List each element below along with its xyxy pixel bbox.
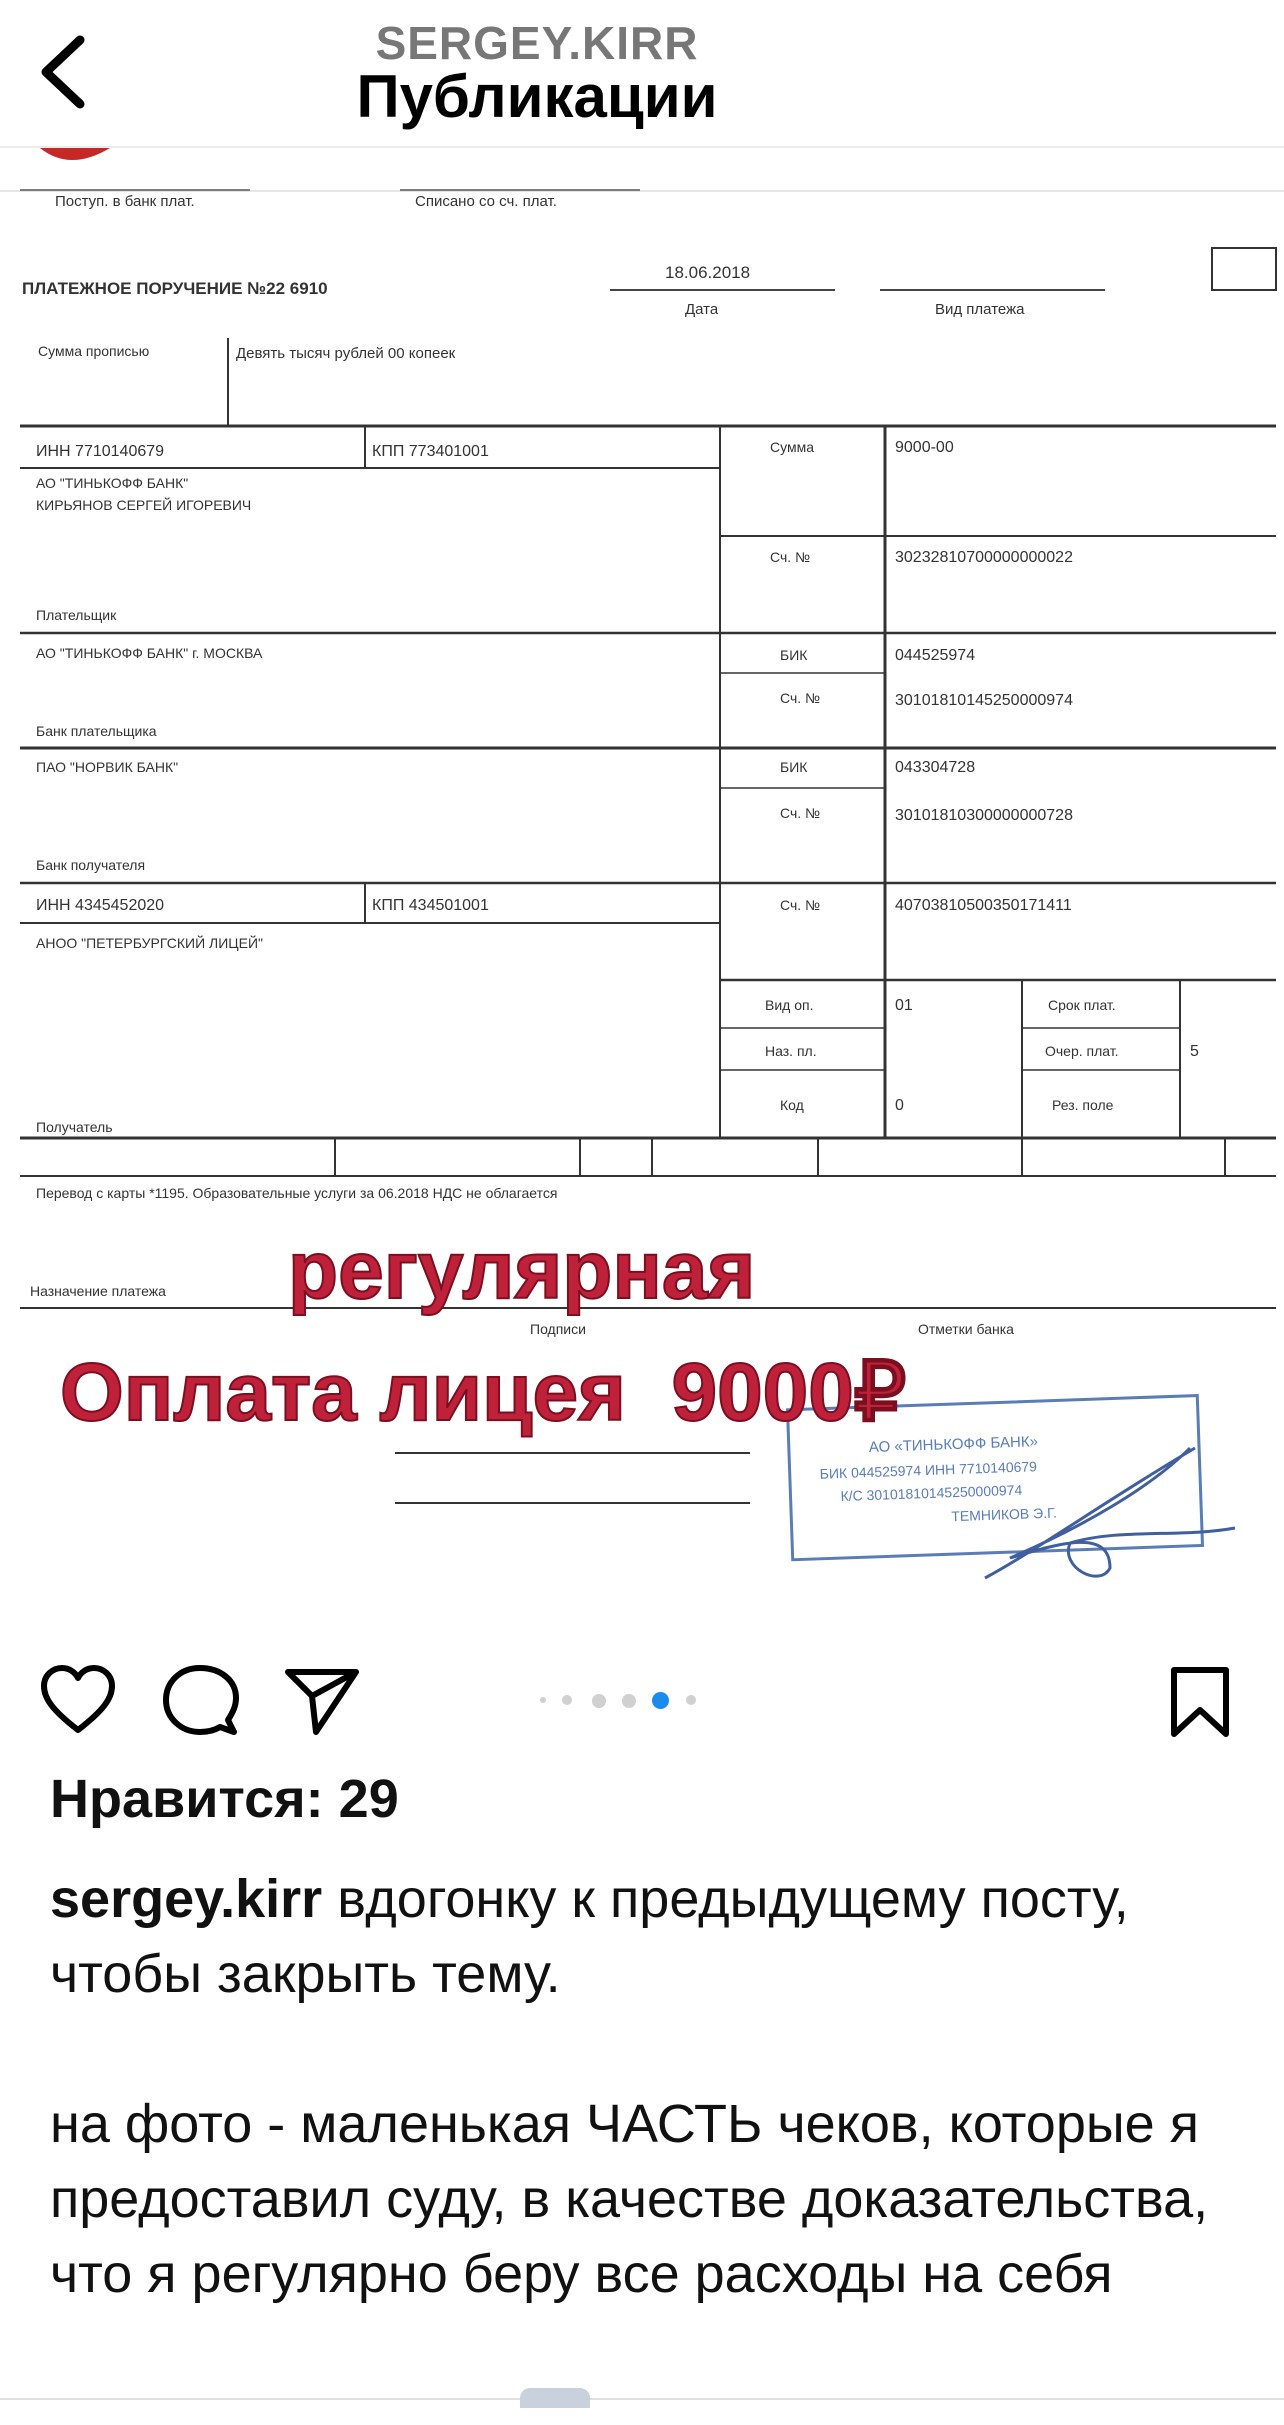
doc-date: 18.06.2018	[665, 263, 751, 282]
scroll-handle	[520, 2388, 590, 2408]
doc-payer-bank: АО "ТИНЬКОФФ БАНК" г. МОСКВА	[36, 645, 263, 661]
doc-code-value: 0	[895, 1097, 904, 1114]
post-image[interactable]	[0, 148, 1284, 1630]
doc-recipient-bank-label: Банк получателя	[36, 857, 146, 873]
carousel-dot	[562, 1695, 572, 1705]
stamp-line-4: ТЕМНИКОВ Э.Г.	[951, 1504, 1058, 1525]
doc-sum-value: 9000-00	[895, 439, 954, 456]
likes-count[interactable]: Нравится: 29	[50, 1769, 399, 1829]
doc-purpose-code-label: Наз. пл.	[765, 1043, 817, 1059]
doc-order-value: 5	[1190, 1043, 1199, 1060]
doc-corr-2: 30101810300000000728	[895, 807, 1073, 824]
stamp-line-3: К/С 30101810145250000974	[840, 1481, 1023, 1505]
doc-payer-bank-label: Банк плательщика	[36, 723, 157, 739]
header-username[interactable]: SERGEY.KIRR	[375, 17, 699, 69]
carousel-dot	[622, 1694, 636, 1708]
doc-signatures-label: Подписи	[530, 1321, 586, 1337]
comment-icon	[160, 1662, 240, 1742]
overlay-payment: Оплата лицея 9000₽	[60, 1347, 907, 1438]
doc-corr-label-2: Сч. №	[780, 805, 821, 821]
doc-corr-1: 30101810145250000974	[895, 692, 1073, 709]
doc-bik-2: 043304728	[895, 759, 976, 776]
doc-payment-type-label: Вид платежа	[935, 301, 1025, 318]
carousel-dot	[592, 1694, 606, 1708]
doc-received-label: Поступ. в банк плат.	[55, 193, 195, 210]
doc-heading: ПЛАТЕЖНОЕ ПОРУЧЕНИЕ №22 6910	[22, 279, 328, 298]
caption-text-1: вдогонку к предыдущему посту, чтобы закрыть тему.	[50, 1869, 1129, 2004]
doc-bik-1: 044525974	[895, 647, 976, 664]
like-button[interactable]	[38, 1662, 118, 1742]
carousel-dot-active	[652, 1692, 669, 1709]
doc-recipient-bank: ПАО "НОРВИК БАНК"	[36, 759, 179, 775]
overlay-regular: регулярная	[288, 1225, 756, 1316]
carousel-dot	[540, 1697, 546, 1703]
doc-sum-label: Сумма	[770, 439, 814, 455]
payment-order-document	[0, 148, 1284, 1630]
stamp-line-2: БИК 044525974 ИНН 7710140679	[819, 1458, 1038, 1482]
doc-purpose-label: Назначение платежа	[30, 1283, 166, 1299]
action-bar	[0, 1640, 1284, 1750]
doc-term-label: Срок плат.	[1048, 997, 1116, 1013]
comment-button[interactable]	[160, 1662, 240, 1742]
doc-payer-label: Плательщик	[36, 607, 117, 623]
send-icon	[282, 1662, 362, 1742]
doc-account-value: 30232810700000000022	[895, 549, 1073, 566]
doc-payer-inn: ИНН 7710140679	[36, 443, 165, 460]
doc-recipient-inn: ИНН 4345452020	[36, 897, 165, 914]
doc-purpose-text: Перевод с карты *1195. Образовательные услуги за 06.2018 НДС не облагается	[36, 1185, 558, 1201]
doc-order-label: Очер. плат.	[1045, 1043, 1119, 1059]
doc-recipient-account: 40703810500350171411	[895, 897, 1072, 914]
doc-date-label: Дата	[685, 301, 719, 318]
doc-op-type-label: Вид оп.	[765, 997, 814, 1013]
doc-res-label: Рез. поле	[1052, 1097, 1114, 1113]
doc-payer-kpp: КПП 773401001	[372, 443, 489, 460]
doc-debited-label: Списано со сч. плат.	[415, 193, 557, 210]
doc-recipient-name: АНОО "ПЕТЕРБУРГСКИЙ ЛИЦЕЙ"	[36, 935, 264, 951]
caption-username[interactable]: sergey.kirr	[50, 1869, 323, 1929]
stamp-line-1: АО «ТИНЬКОФФ БАНК»	[868, 1433, 1039, 1457]
doc-bik-label-1: БИК	[780, 647, 808, 663]
save-button[interactable]	[1160, 1662, 1240, 1742]
doc-payer-line1: АО "ТИНЬКОФФ БАНК"	[36, 475, 189, 491]
doc-payer-line2: КИРЬЯНОВ СЕРГЕЙ ИГОРЕВИЧ	[36, 497, 252, 513]
doc-op-type-value: 01	[895, 997, 913, 1014]
doc-account-label-2: Сч. №	[780, 897, 821, 913]
doc-recipient-kpp: КПП 434501001	[372, 897, 489, 914]
doc-bik-label-2: БИК	[780, 759, 808, 775]
divider	[0, 2398, 1284, 2400]
caption-first-paragraph	[50, 1862, 1230, 2012]
heart-icon	[38, 1662, 118, 1742]
carousel-dot	[686, 1695, 696, 1705]
page-title: Публикации	[356, 63, 718, 130]
doc-bank-marks-label: Отметки банка	[918, 1321, 1014, 1337]
doc-corr-label-1: Сч. №	[780, 690, 821, 706]
caption-text-2: на фото - маленькая ЧАСТЬ чеков, которые я предоставил суду, в качестве доказательства, что я регулярно беру все расходы на себя	[50, 2094, 1209, 2304]
header-bar	[0, 0, 1284, 148]
doc-sum-words-label: Сумма прописью	[38, 343, 150, 359]
post-caption	[50, 1862, 1230, 2312]
doc-code-label: Код	[780, 1097, 804, 1113]
bookmark-icon	[1160, 1662, 1240, 1742]
doc-recipient-label: Получатель	[36, 1119, 113, 1135]
share-button[interactable]	[282, 1662, 362, 1742]
doc-account-label: Сч. №	[770, 549, 811, 565]
doc-sum-words: Девять тысяч рублей 00 копеек	[236, 345, 456, 362]
